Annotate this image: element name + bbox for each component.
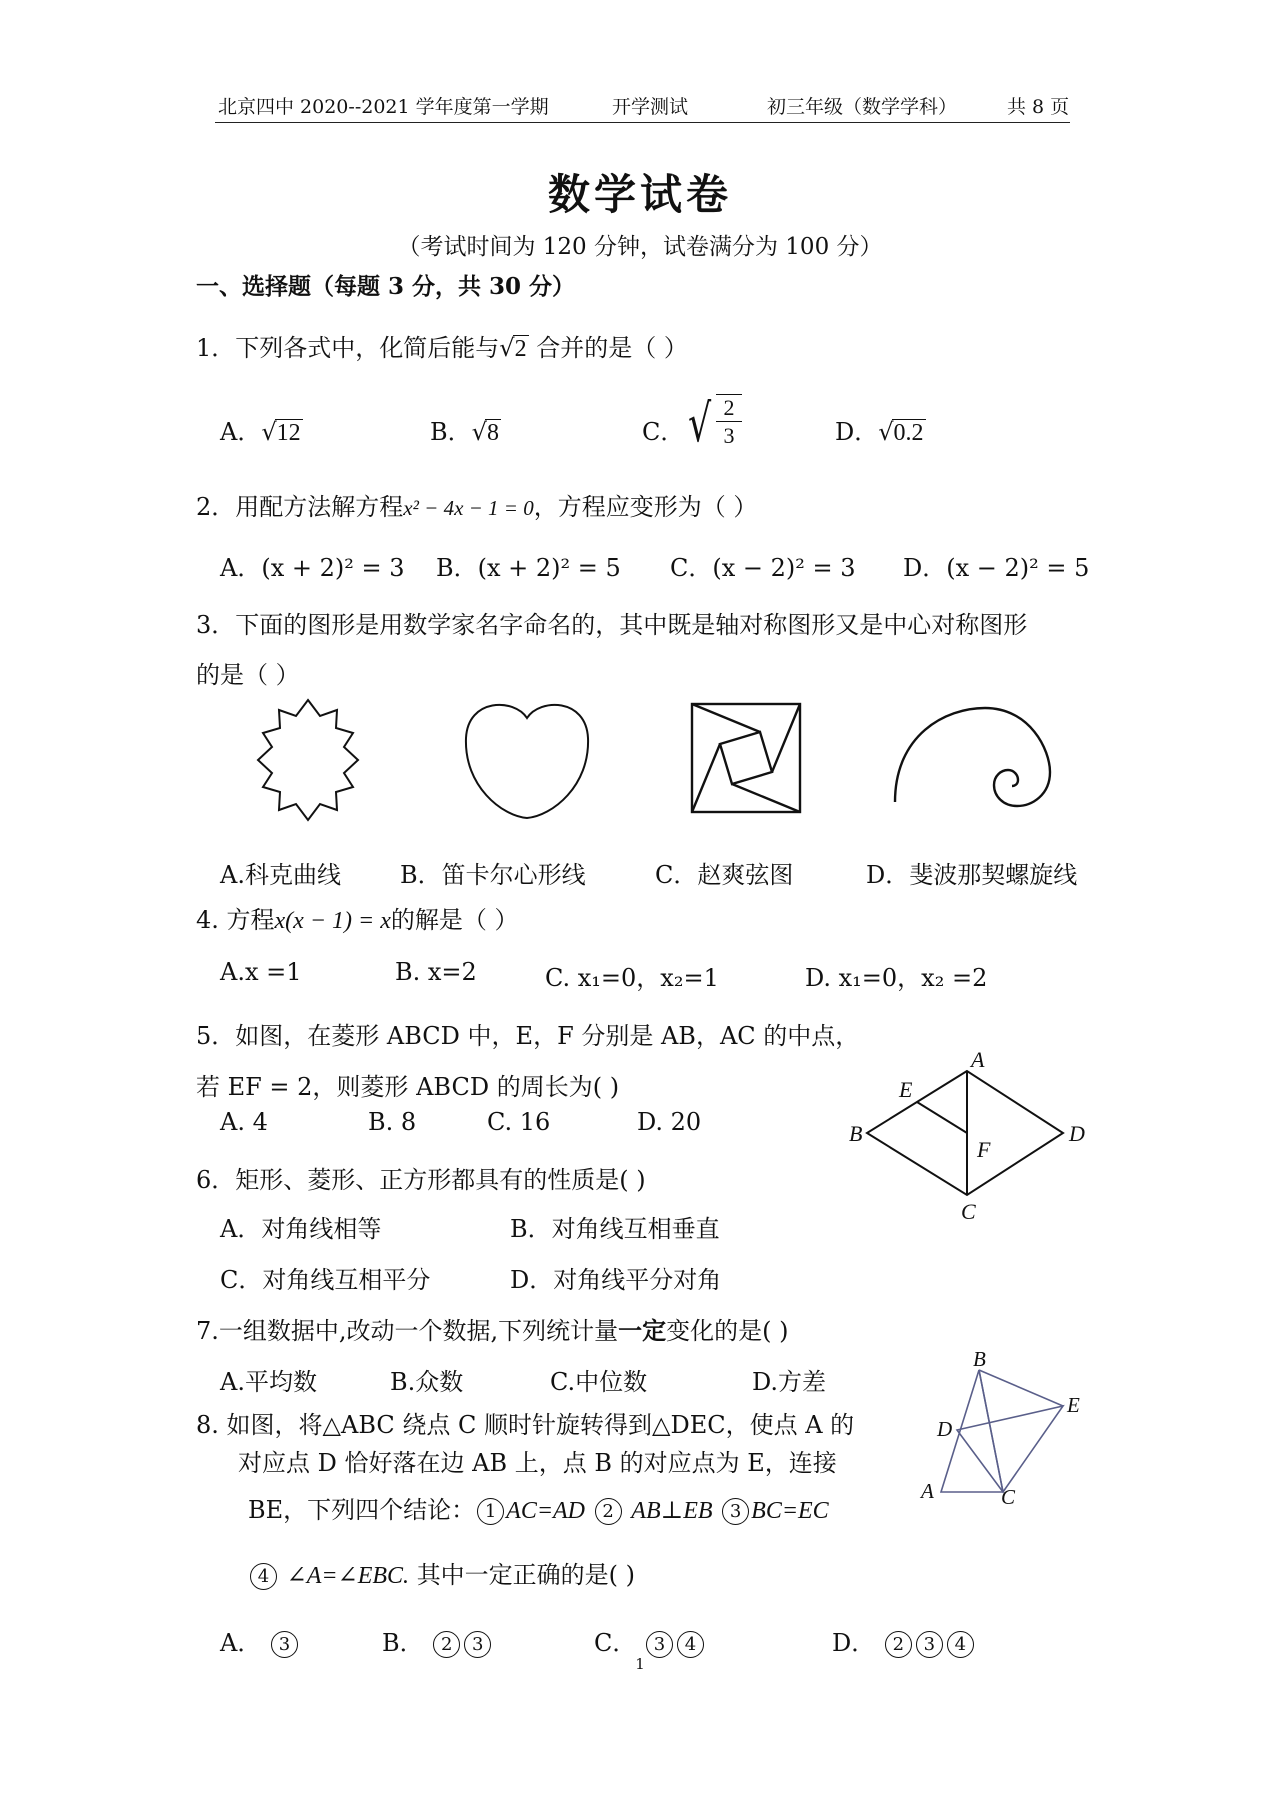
segment-be bbox=[979, 1370, 1063, 1406]
section-heading: 一、选择题（每题 3 分，共 30 分） bbox=[196, 273, 576, 300]
q5-option-b: B. 8 bbox=[368, 1108, 417, 1136]
question-7 bbox=[196, 1311, 789, 1346]
question-4 bbox=[196, 900, 519, 935]
q1-option-c-denominator: 3 bbox=[723, 423, 735, 448]
page-subtitle: （考试时间为 120 分钟，试卷满分为 100 分） bbox=[397, 234, 883, 260]
q4-option-d: D. x₁=0，x₂ =2 bbox=[805, 964, 988, 992]
q1-option-b-value: 8 bbox=[486, 420, 499, 446]
question-8-line-1: 8. 如图，将△ABC 绕点 C 顺时针旋转得到△DEC，使点 A 的 bbox=[196, 1411, 855, 1439]
q4-option-c: C. x₁=0，x₂=1 bbox=[545, 964, 719, 992]
q7-option-a: A.平均数 bbox=[220, 1368, 317, 1396]
q6-option-d: D．对角线平分对角 bbox=[510, 1266, 722, 1294]
label-D: D bbox=[1069, 1121, 1085, 1146]
q8-option-a bbox=[220, 1623, 300, 1658]
circled-number-icon: 3 bbox=[646, 1631, 673, 1658]
q3-option-d: D．斐波那契螺旋线 bbox=[866, 861, 1078, 889]
question-1 bbox=[196, 328, 688, 363]
q8-conclusion-1: AC=AD bbox=[506, 1498, 586, 1524]
segment-bc bbox=[979, 1370, 1003, 1492]
label-A: A bbox=[921, 1479, 934, 1503]
q8-option-d bbox=[832, 1623, 976, 1658]
q7-option-b: B.众数 bbox=[390, 1368, 464, 1396]
question-8-line-4 bbox=[248, 1555, 635, 1590]
q4-stem-a: 4. 方程 bbox=[196, 906, 275, 934]
q2-option-b: B．(x + 2)² = 5 bbox=[436, 554, 621, 582]
q2-option-d: D．(x − 2)² = 5 bbox=[903, 554, 1090, 582]
q6-option-c: C．对角线互相平分 bbox=[220, 1266, 431, 1294]
label-B: B bbox=[973, 1350, 986, 1371]
q1-option-c bbox=[642, 394, 735, 460]
question-6: 6．矩形、菱形、正方形都具有的性质是( ) bbox=[196, 1166, 646, 1194]
header-pages: 共 8 页 bbox=[1007, 96, 1070, 118]
label-E: E bbox=[1067, 1393, 1080, 1417]
triangle-dec bbox=[957, 1406, 1063, 1492]
q1-option-c-numerator: 2 bbox=[716, 395, 742, 422]
question-5-line-2: 若 EF = 2，则菱形 ABCD 的周长为( ) bbox=[196, 1073, 620, 1101]
rhombus-abcd bbox=[867, 1071, 1063, 1195]
q8-option-c-label: C． bbox=[594, 1629, 637, 1657]
q5-option-d: D. 20 bbox=[637, 1108, 702, 1136]
label-C: C bbox=[961, 1199, 976, 1224]
label-E: E bbox=[899, 1077, 913, 1102]
q1-option-a-value: 12 bbox=[276, 420, 301, 446]
q8-option-c bbox=[594, 1623, 706, 1658]
q5-option-a: A. 4 bbox=[220, 1108, 268, 1136]
q8-option-d-label: D． bbox=[832, 1629, 876, 1657]
question-3-line-2: 的是（ ） bbox=[196, 661, 300, 689]
sqrt-icon: √ bbox=[261, 418, 277, 446]
q6-option-a: A．对角线相等 bbox=[220, 1215, 382, 1243]
label-B: B bbox=[849, 1121, 863, 1146]
q5-option-c: C. 16 bbox=[487, 1108, 551, 1136]
header-exam: 开学测试 bbox=[612, 96, 689, 118]
q3-option-c: C．赵爽弦图 bbox=[655, 861, 794, 889]
question-5-line-1: 5．如图，在菱形 ABCD 中，E，F 分别是 AB，AC 的中点， bbox=[196, 1022, 860, 1050]
q6-option-b: B．对角线互相垂直 bbox=[510, 1215, 720, 1243]
q4-stem-b: 的解是（ ） bbox=[390, 906, 519, 934]
cardioid-figure bbox=[466, 705, 588, 818]
q7-option-d: D.方差 bbox=[752, 1368, 827, 1396]
q8-stem-end: 其中一定正确的是( ) bbox=[416, 1561, 636, 1589]
sqrt-icon: √ bbox=[499, 334, 515, 362]
q4-option-b: B. x=2 bbox=[395, 958, 477, 986]
q1-option-b-label: B． bbox=[430, 418, 472, 446]
label-C: C bbox=[1001, 1485, 1016, 1509]
q3-option-b: B．笛卡尔心形线 bbox=[400, 861, 586, 889]
q7-emphasis: 一定 bbox=[618, 1316, 667, 1345]
q1-option-c-fraction bbox=[716, 394, 742, 450]
page-number: 1 bbox=[635, 1655, 645, 1673]
question-2 bbox=[196, 487, 757, 522]
header-rule bbox=[215, 122, 1070, 123]
q1-option-d-label: D． bbox=[835, 418, 879, 446]
label-F: F bbox=[977, 1137, 991, 1162]
q1-option-d bbox=[835, 412, 926, 447]
sqrt-icon: √ bbox=[471, 418, 487, 446]
sqrt-icon: √ bbox=[878, 418, 894, 446]
circled-number-icon: 3 bbox=[722, 1498, 749, 1525]
q8-option-a-label: A． bbox=[220, 1629, 262, 1657]
q2-option-c: C．(x − 2)² = 3 bbox=[670, 554, 856, 582]
q8-conclusion-4: ∠A=∠EBC. bbox=[286, 1563, 410, 1589]
circled-number-icon: 2 bbox=[595, 1498, 622, 1525]
q7-stem-a: 7.一组数据中,改动一个数据,下列统计量 bbox=[196, 1317, 619, 1345]
q4-option-a: A.x =1 bbox=[220, 958, 302, 986]
q7-stem-b: 变化的是( ) bbox=[666, 1317, 789, 1345]
q8-conclusion-2: AB⊥EB bbox=[631, 1498, 713, 1524]
q1-option-b bbox=[430, 412, 501, 447]
q2-option-a: A．(x + 2)² = 3 bbox=[220, 554, 405, 582]
koch-snowflake-figure bbox=[258, 700, 358, 820]
q8-conclusion-3: BC=EC bbox=[751, 1498, 829, 1524]
question-8-line-2: 对应点 D 恰好落在边 AB 上，点 B 的对应点为 E，连接 bbox=[238, 1449, 837, 1477]
circled-number-icon: 4 bbox=[947, 1631, 974, 1658]
label-A: A bbox=[971, 1047, 985, 1072]
circled-number-icon: 3 bbox=[464, 1631, 491, 1658]
circled-number-icon: 3 bbox=[916, 1631, 943, 1658]
q3-figures bbox=[240, 690, 1110, 830]
q5-rhombus-figure bbox=[845, 1045, 1105, 1225]
q1-option-d-value: 0.2 bbox=[893, 420, 924, 446]
question-8-line-3 bbox=[248, 1490, 829, 1525]
q1-stem-b: 合并的是（ ） bbox=[536, 334, 688, 362]
circled-number-icon: 3 bbox=[271, 1631, 298, 1658]
q8-option-b-label: B． bbox=[382, 1629, 424, 1657]
q7-option-c: C.中位数 bbox=[550, 1368, 648, 1396]
circled-number-icon: 4 bbox=[677, 1631, 704, 1658]
zhao-shuang-figure bbox=[692, 704, 800, 812]
page-title: 数学试卷 bbox=[547, 170, 732, 219]
q8-conclusions-intro: BE，下列四个结论： bbox=[248, 1496, 476, 1524]
sqrt-big-icon: √ bbox=[688, 394, 712, 454]
circled-number-icon: 4 bbox=[250, 1563, 277, 1590]
q8-triangle-figure bbox=[915, 1350, 1095, 1510]
q1-option-c-label: C． bbox=[642, 418, 685, 446]
q2-stem-a: 2．用配方法解方程 bbox=[196, 493, 404, 521]
q2-stem-b: ，方程应变形为（ ） bbox=[533, 493, 758, 521]
circled-number-icon: 2 bbox=[885, 1631, 912, 1658]
question-3-line-1: 3．下面的图形是用数学家名字命名的，其中既是轴对称图形又是中心对称图形 bbox=[196, 611, 1028, 639]
q1-stem-a: 1．下列各式中，化简后能与 bbox=[196, 334, 500, 362]
q3-option-a: A.科克曲线 bbox=[220, 861, 341, 889]
circled-number-icon: 2 bbox=[433, 1631, 460, 1658]
q1-option-a bbox=[220, 412, 303, 447]
circled-number-icon: 1 bbox=[477, 1498, 504, 1525]
segment-ef bbox=[917, 1102, 967, 1133]
q1-option-a-label: A． bbox=[220, 418, 262, 446]
label-D: D bbox=[937, 1417, 953, 1441]
header-school: 北京四中 2020--2021 学年度第一学期 bbox=[218, 96, 549, 118]
fibonacci-spiral-figure bbox=[895, 708, 1050, 806]
q4-equation: x(x − 1) = x bbox=[274, 908, 391, 934]
q1-radicand: 2 bbox=[514, 336, 527, 362]
q8-option-b bbox=[382, 1623, 493, 1658]
q2-equation: x² − 4x − 1 = 0 bbox=[403, 496, 534, 520]
header-grade: 初三年级（数学学科） bbox=[767, 96, 958, 118]
